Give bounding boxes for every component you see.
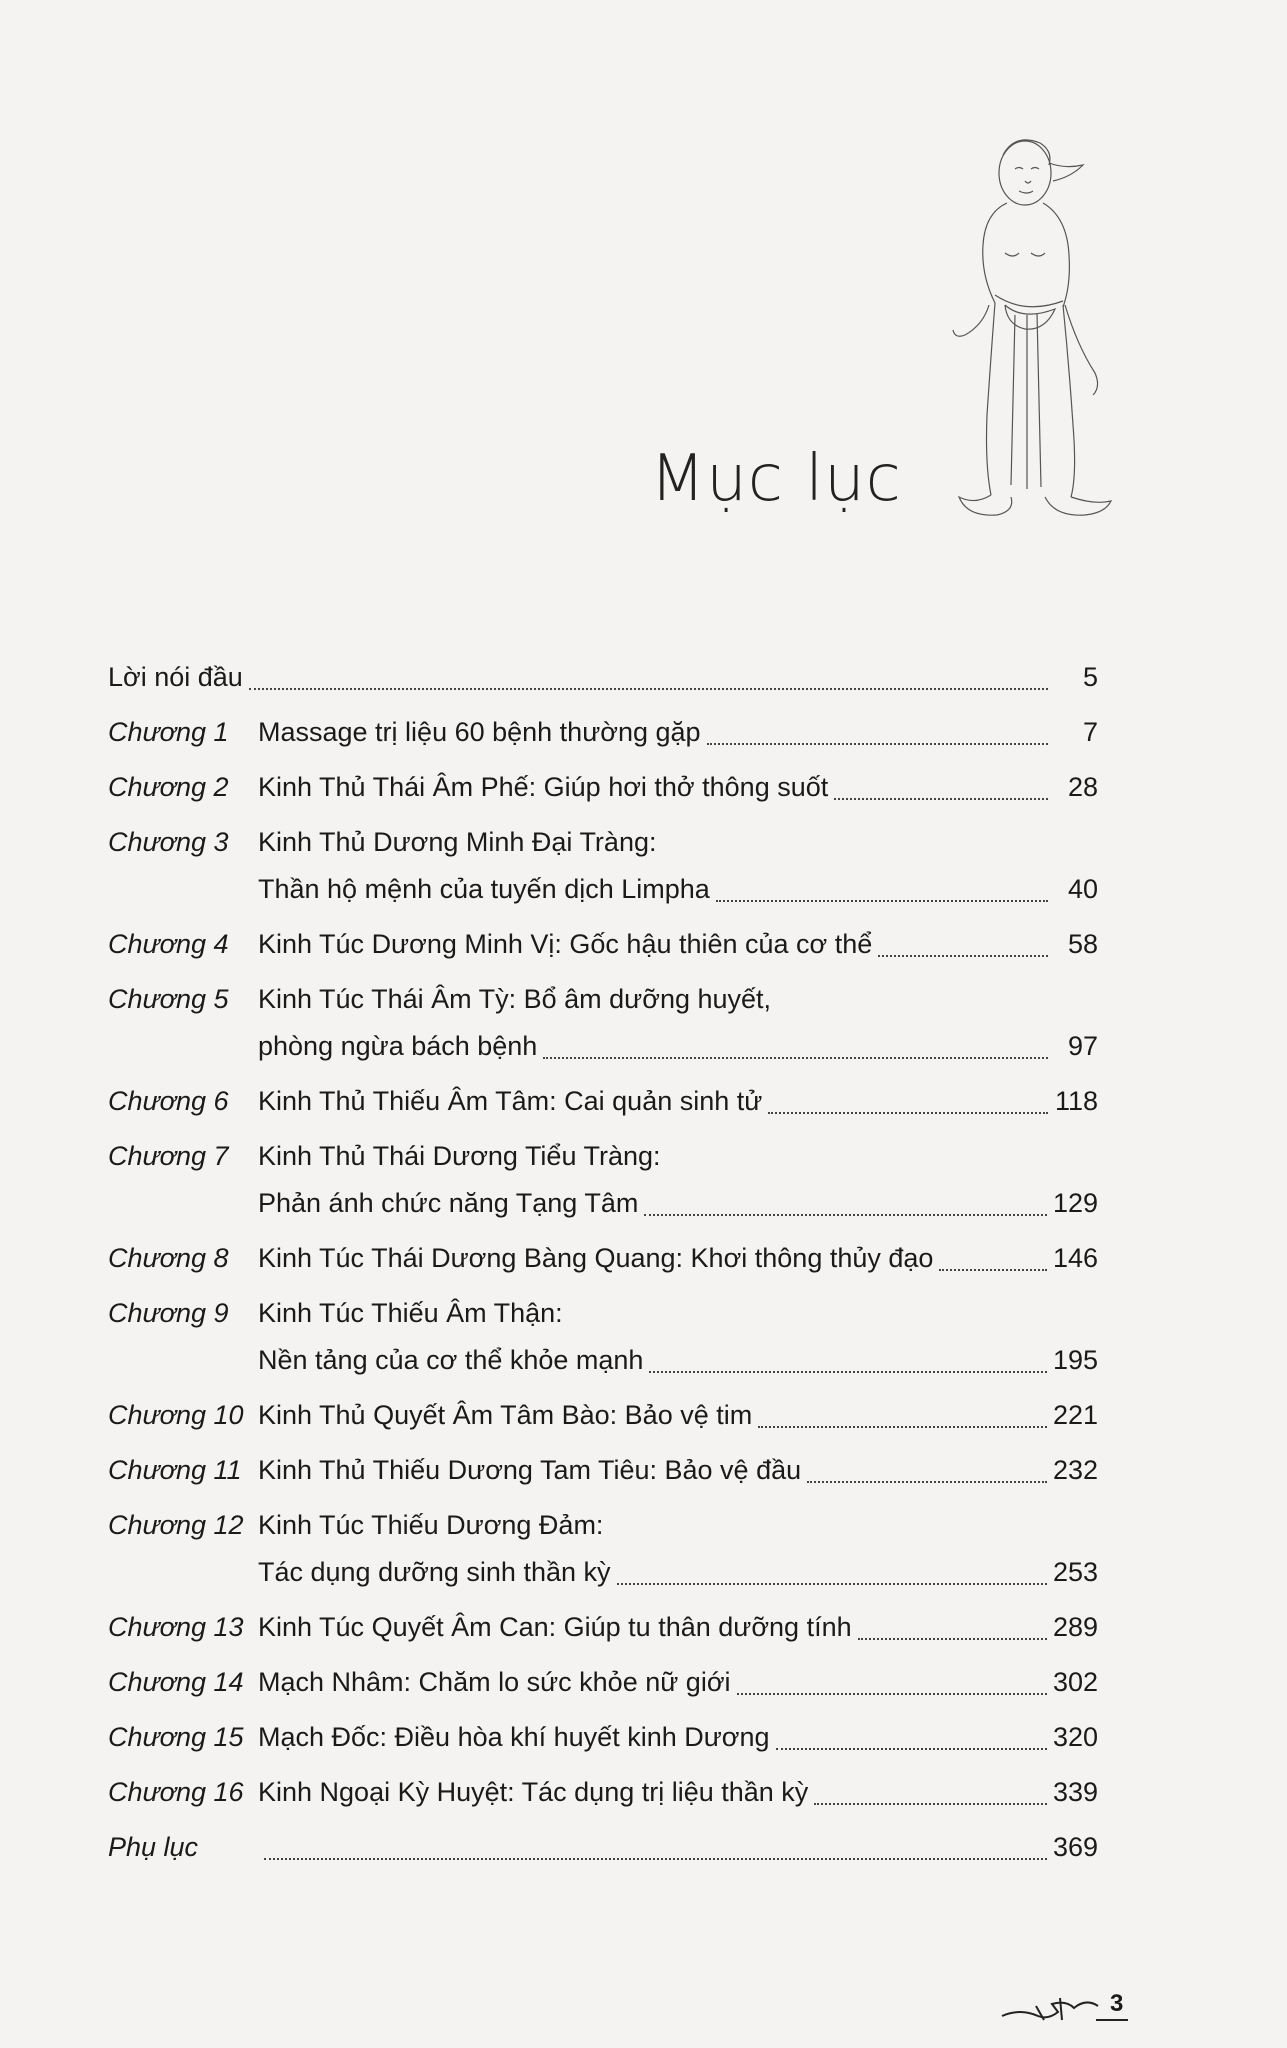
toc-entry — [108, 1443, 1098, 1498]
toc-entry-title: Nền tảng của cơ thể khỏe mạnh — [258, 1345, 644, 1375]
toc-chapter-label: Chương 8 — [108, 1243, 229, 1273]
toc-chapter-label: Chương 3 — [108, 827, 229, 857]
toc-dot-leader — [716, 900, 1048, 902]
toc-entry — [108, 1765, 1098, 1820]
toc-entry — [108, 1074, 1098, 1129]
toc-entry — [108, 1710, 1098, 1765]
toc-page-number: 5 — [1082, 662, 1098, 692]
toc-entry-title: Kinh Túc Thái Âm Tỳ: Bổ âm dưỡng huyết, — [258, 984, 772, 1014]
toc-entry-title: Thần hộ mệnh của tuyến dịch Limpha — [258, 874, 710, 904]
toc-entry-title: Kinh Túc Thiếu Âm Thận: — [258, 1298, 563, 1328]
toc-entry — [108, 1231, 1098, 1286]
toc-chapter-label: Chương 9 — [108, 1298, 229, 1328]
toc-entry-title: Massage trị liệu 60 bệnh thường gặp — [258, 717, 701, 747]
toc-page-number: 146 — [1052, 1243, 1098, 1273]
figure-illustration — [945, 125, 1130, 525]
toc-chapter-label: Chương 7 — [108, 1141, 229, 1171]
toc-entry — [108, 1545, 1098, 1600]
toc-entry-title: Kinh Túc Quyết Âm Can: Giúp tu thân dưỡng tính — [258, 1612, 852, 1642]
toc-entry — [108, 1333, 1098, 1388]
toc-page-number: 7 — [1082, 717, 1098, 747]
toc-chapter-label: Phụ lục — [108, 1832, 199, 1862]
toc-page-number: 339 — [1052, 1777, 1098, 1807]
toc-chapter-label: Chương 10 — [108, 1400, 244, 1430]
toc-page-number: 320 — [1052, 1722, 1098, 1752]
toc-page-number: 369 — [1052, 1832, 1098, 1862]
toc-entry-title: Kinh Túc Thiếu Dương Đảm: — [258, 1510, 604, 1540]
toc-chapter-label: Chương 1 — [108, 717, 229, 747]
toc-chapter-label: Chương 4 — [108, 929, 229, 959]
toc-entry — [108, 1820, 1098, 1875]
toc-entry-title: Kinh Thủ Thiếu Dương Tam Tiêu: Bảo vệ đầu — [258, 1455, 802, 1485]
toc-dot-leader — [939, 1269, 1047, 1271]
toc-entry-title: Kinh Ngoại Kỳ Huyệt: Tác dụng trị liệu thần kỳ — [258, 1777, 809, 1807]
toc-entry-title: Mạch Đốc: Điều hòa khí huyết kinh Dương — [258, 1722, 770, 1752]
toc-dot-leader — [834, 798, 1048, 800]
toc-page-number: 253 — [1052, 1557, 1098, 1587]
page-number: 3 — [1110, 1990, 1124, 2017]
toc-chapter-label: Chương 11 — [108, 1455, 242, 1485]
toc-entry — [108, 1388, 1098, 1443]
toc-chapter-label: Chương 2 — [108, 772, 229, 802]
toc-entry-title: Tác dụng dưỡng sinh thần kỳ — [258, 1557, 611, 1587]
toc-page-number: 232 — [1052, 1455, 1098, 1485]
toc-entry — [108, 705, 1098, 760]
toc-dot-leader — [737, 1693, 1047, 1695]
toc-entry-title: Mạch Nhâm: Chăm lo sức khỏe nữ giới — [258, 1667, 731, 1697]
toc-dot-leader — [758, 1426, 1047, 1428]
toc-entry — [108, 862, 1098, 917]
toc-page-number: 58 — [1067, 929, 1098, 959]
toc-entry — [108, 760, 1098, 815]
toc-entry-title: phòng ngừa bách bệnh — [258, 1031, 538, 1061]
toc-entry — [108, 1176, 1098, 1231]
toc-entry — [108, 1655, 1098, 1710]
toc-dot-leader — [264, 1858, 1047, 1860]
toc-chapter-label: Chương 6 — [108, 1086, 229, 1116]
toc-page-number: 118 — [1054, 1086, 1098, 1116]
toc-entry-title: Kinh Thủ Thái Âm Phế: Giúp hơi thở thông suốt — [258, 772, 829, 802]
toc-page-number: 289 — [1052, 1612, 1098, 1642]
toc-dot-leader — [249, 688, 1048, 690]
toc-chapter-label: Chương 13 — [108, 1612, 244, 1642]
toc-chapter-label: Chương 5 — [108, 984, 229, 1014]
toc-dot-leader — [768, 1112, 1048, 1114]
toc-dot-leader — [707, 743, 1048, 745]
toc-entry-title: Kinh Thủ Thiếu Âm Tâm: Cai quản sinh tử — [258, 1086, 763, 1116]
toc-entry-title: Kinh Thủ Dương Minh Đại Tràng: — [258, 827, 657, 857]
toc-entry — [108, 917, 1098, 972]
toc-chapter-label: Chương 16 — [108, 1777, 244, 1807]
toc-dot-leader — [807, 1481, 1047, 1483]
toc-entry-title: Phản ánh chức năng Tạng Tâm — [258, 1188, 639, 1218]
toc-page-number: 40 — [1067, 874, 1098, 904]
toc-page-number: 97 — [1067, 1031, 1098, 1061]
page-title: Mục lục — [650, 442, 902, 516]
toc-page-number: 302 — [1052, 1667, 1098, 1697]
toc-entry-title: Kinh Túc Dương Minh Vị: Gốc hậu thiên của cơ thể — [258, 929, 873, 959]
toc-dot-leader — [617, 1583, 1047, 1585]
toc-entry-title: Kinh Thủ Thái Dương Tiểu Tràng: — [258, 1141, 661, 1171]
toc-entry-title: Lời nói đầu — [108, 662, 243, 692]
toc-dot-leader — [878, 955, 1048, 957]
toc-dot-leader — [814, 1803, 1047, 1805]
toc-page-number: 195 — [1052, 1345, 1098, 1375]
toc-entry — [108, 650, 1098, 705]
toc-dot-leader — [776, 1748, 1047, 1750]
table-of-contents — [108, 650, 1098, 1875]
toc-page-number: 129 — [1052, 1188, 1098, 1218]
toc-dot-leader — [649, 1371, 1046, 1373]
toc-chapter-label: Chương 12 — [108, 1510, 244, 1540]
toc-entry-title: Kinh Thủ Quyết Âm Tâm Bào: Bảo vệ tim — [258, 1400, 753, 1430]
toc-page-number: 28 — [1067, 772, 1098, 802]
toc-dot-leader — [543, 1057, 1048, 1059]
toc-chapter-label: Chương 14 — [108, 1667, 244, 1697]
toc-chapter-label: Chương 15 — [108, 1722, 244, 1752]
toc-page-number: 221 — [1052, 1400, 1098, 1430]
toc-entry — [108, 1600, 1098, 1655]
toc-entry-title: Kinh Túc Thái Dương Bàng Quang: Khơi thông thủy đạo — [258, 1243, 934, 1273]
toc-entry — [108, 1019, 1098, 1074]
toc-dot-leader — [644, 1214, 1047, 1216]
toc-dot-leader — [858, 1638, 1047, 1640]
